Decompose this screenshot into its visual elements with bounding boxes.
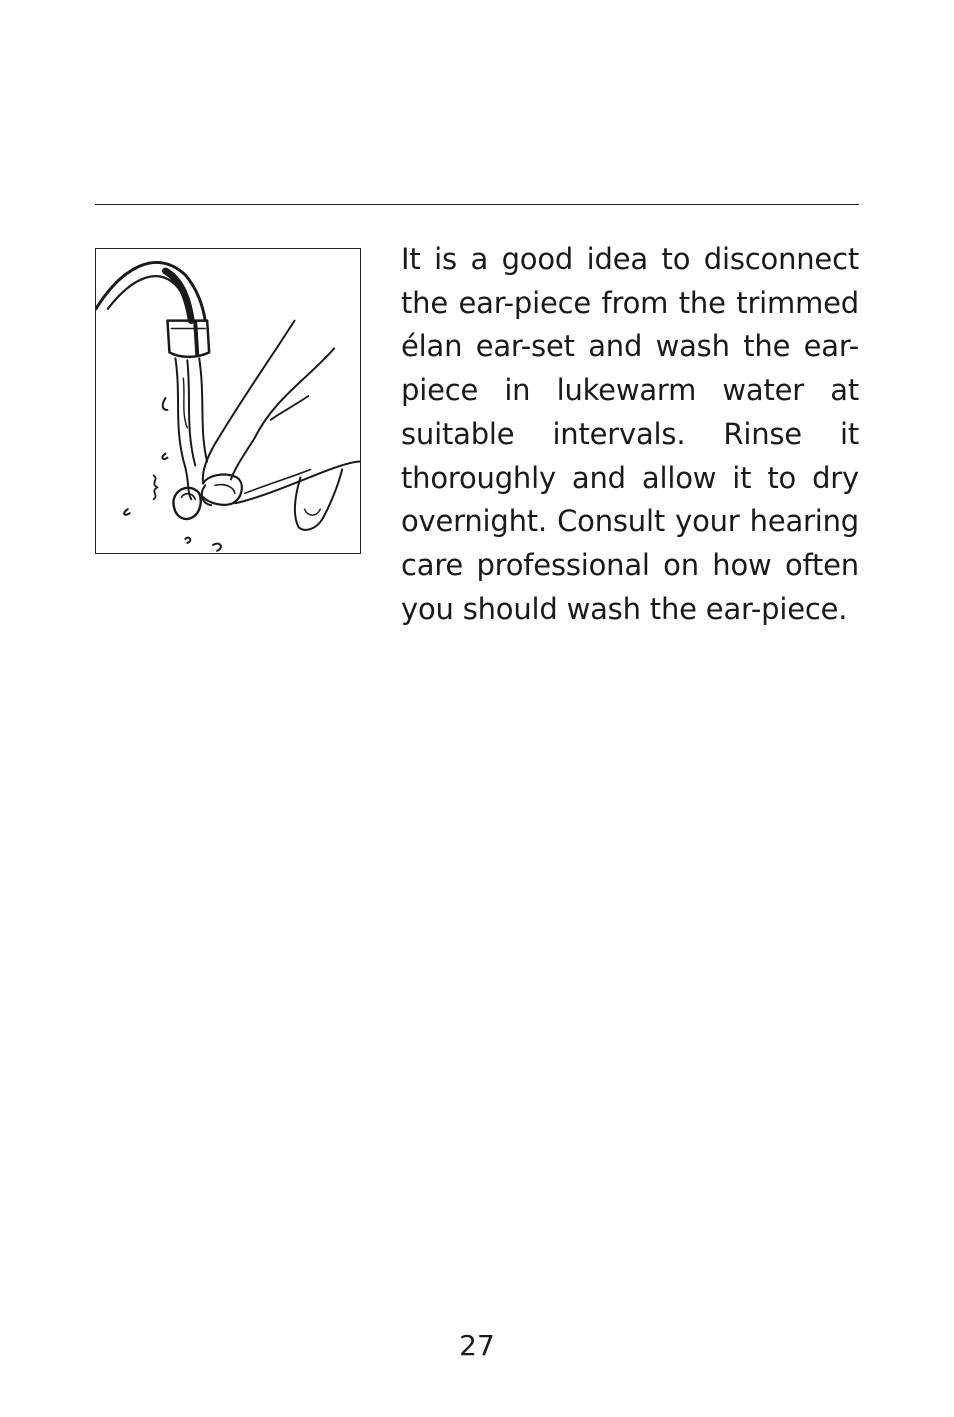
faucet-aerator [167, 321, 209, 357]
thumb [203, 475, 242, 505]
thumb-nail [215, 485, 235, 494]
water-drop [213, 544, 221, 551]
washing-ear-piece-illustration [95, 248, 361, 554]
header-rule [95, 204, 859, 205]
water-drop [154, 475, 158, 499]
hand-knuckle [271, 396, 309, 420]
page-number: 27 [459, 1329, 495, 1362]
body-paragraph: It is a good idea to disconnect the ear-piece from the trimmed élan ear-set and wash the ear-piece in lukewarm water at suitable intervals. Rinse it thoroughly and allow it to dry overnight. Consult your hearing care professional on how often you should wash the ear-piece. [401, 242, 859, 626]
water-drop [163, 398, 168, 410]
water-drop [185, 538, 190, 543]
ring-finger-nail [304, 509, 320, 515]
ring-finger [295, 469, 342, 529]
hand-back [231, 348, 334, 479]
ear-piece [173, 488, 200, 519]
palm [235, 462, 360, 504]
water-drop [162, 454, 167, 460]
tap-and-hand-icon [96, 249, 360, 553]
water-drop [124, 509, 130, 515]
